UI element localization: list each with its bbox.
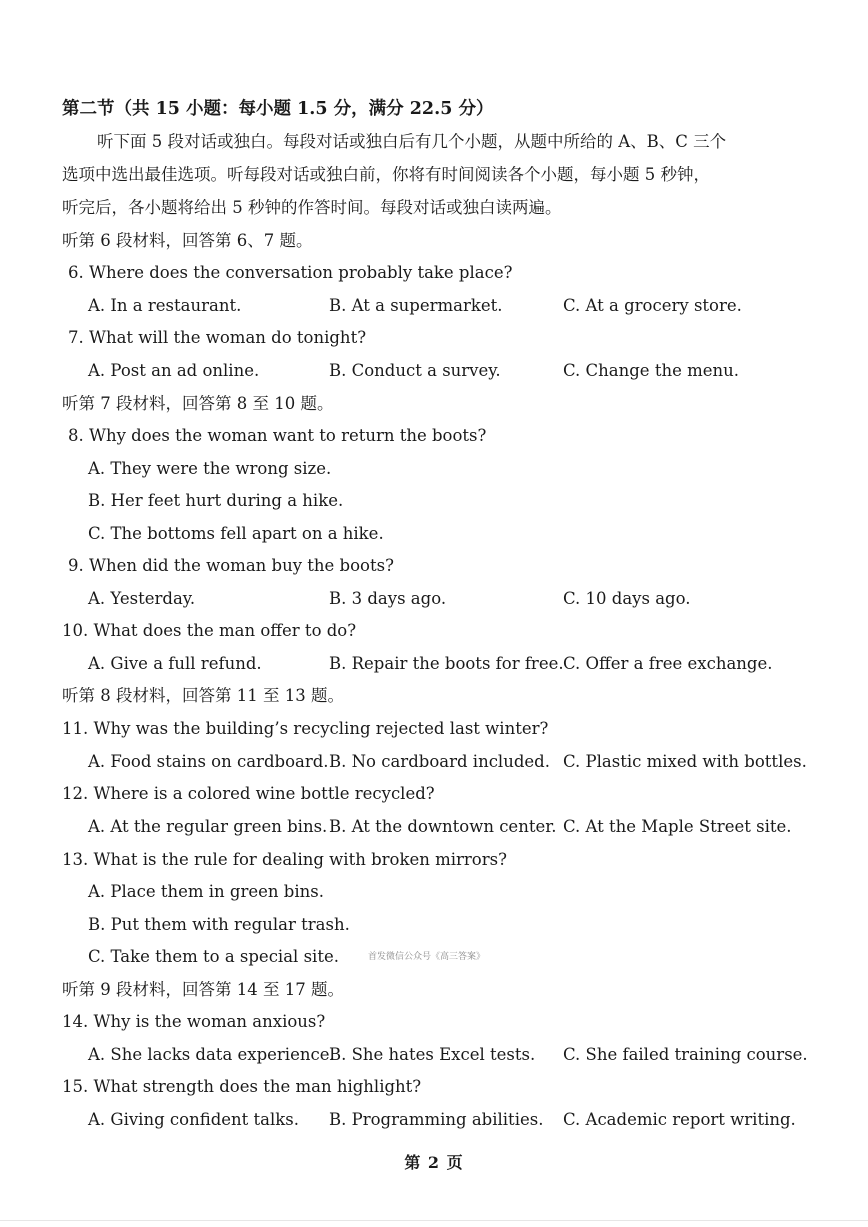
option-c: C. 10 days ago. <box>563 589 691 608</box>
option-c: C. Academic report writing. <box>563 1110 796 1129</box>
question-8: 8. Why does the woman want to return the boots? <box>68 426 487 445</box>
option-b: B. Programming abilities. <box>329 1110 544 1129</box>
question-7: 7. What will the woman do tonight? <box>68 328 367 347</box>
option-b: B. No cardboard included. <box>329 752 550 771</box>
option-b: B. Her feet hurt during a hike. <box>88 491 344 510</box>
option-a: A. Food stains on cardboard. <box>88 752 329 771</box>
option-a: A. Give a full refund. <box>88 654 262 673</box>
instruction-line: 选项中选出最佳选项。听每段对话或独白前，你将有时间阅读各个小题，每小题 5 秒钟， <box>62 165 710 184</box>
option-a: A. In a restaurant. <box>88 296 242 315</box>
page-edge-divider <box>0 1220 868 1221</box>
question-6: 6. Where does the conversation probably take place? <box>68 263 513 282</box>
option-b: B. Conduct a survey. <box>329 361 501 380</box>
question-15: 15. What strength does the man highlight? <box>62 1077 422 1096</box>
option-c: C. Change the menu. <box>563 361 739 380</box>
section-title: 第二节（共 15 小题：每小题 1.5 分，满分 22.5 分） <box>62 99 494 119</box>
option-b: B. At a supermarket. <box>329 296 503 315</box>
instruction-line: 听完后，各小题将给出 5 秒钟的作答时间。每段对话或独白读两遍。 <box>62 198 562 217</box>
group-heading: 听第 8 段材料，回答第 11 至 13 题。 <box>62 686 344 705</box>
group-heading: 听第 6 段材料，回答第 6、7 题。 <box>62 231 313 250</box>
option-c: C. The bottoms fell apart on a hike. <box>88 524 384 543</box>
group-heading: 听第 7 段材料，回答第 8 至 10 题。 <box>62 394 334 413</box>
question-14: 14. Why is the woman anxious? <box>62 1012 326 1031</box>
option-a: A. Yesterday. <box>88 589 196 608</box>
group-heading: 听第 9 段材料，回答第 14 至 17 题。 <box>62 980 344 999</box>
option-c: C. Offer a free exchange. <box>563 654 773 673</box>
option-a: A. She lacks data experience. <box>88 1045 335 1064</box>
option-c: C. At a grocery store. <box>563 296 742 315</box>
option-a: A. They were the wrong size. <box>88 459 332 478</box>
question-13: 13. What is the rule for dealing with broken mirrors? <box>62 850 507 869</box>
option-b: B. She hates Excel tests. <box>329 1045 536 1064</box>
option-a: A. Giving confident talks. <box>88 1110 299 1129</box>
question-12: 12. Where is a colored wine bottle recycled? <box>62 784 435 803</box>
option-b: B. 3 days ago. <box>329 589 447 608</box>
option-b: B. Repair the boots for free. <box>329 654 564 673</box>
option-a: A. At the regular green bins. <box>88 817 328 836</box>
option-c: C. She failed training course. <box>563 1045 808 1064</box>
option-b: B. At the downtown center. <box>329 817 557 836</box>
option-b: B. Put them with regular trash. <box>88 915 350 934</box>
question-10: 10. What does the man offer to do? <box>62 621 357 640</box>
question-11: 11. Why was the building’s recycling rejected last winter? <box>62 719 549 738</box>
option-c: C. Plastic mixed with bottles. <box>563 752 807 771</box>
option-a: A. Place them in green bins. <box>88 882 324 901</box>
option-c: C. Take them to a special site. <box>88 947 339 966</box>
option-c: C. At the Maple Street site. <box>563 817 792 836</box>
watermark-text: 首发微信公众号《高三答案》 <box>368 952 486 962</box>
page-number: 第 2 页 <box>404 1153 464 1172</box>
option-a: A. Post an ad online. <box>88 361 260 380</box>
question-9: 9. When did the woman buy the boots? <box>68 556 394 575</box>
instruction-line: 听下面 5 段对话或独白。每段对话或独白后有几个小题，从题中所给的 A、B、C 三个 <box>97 132 727 151</box>
